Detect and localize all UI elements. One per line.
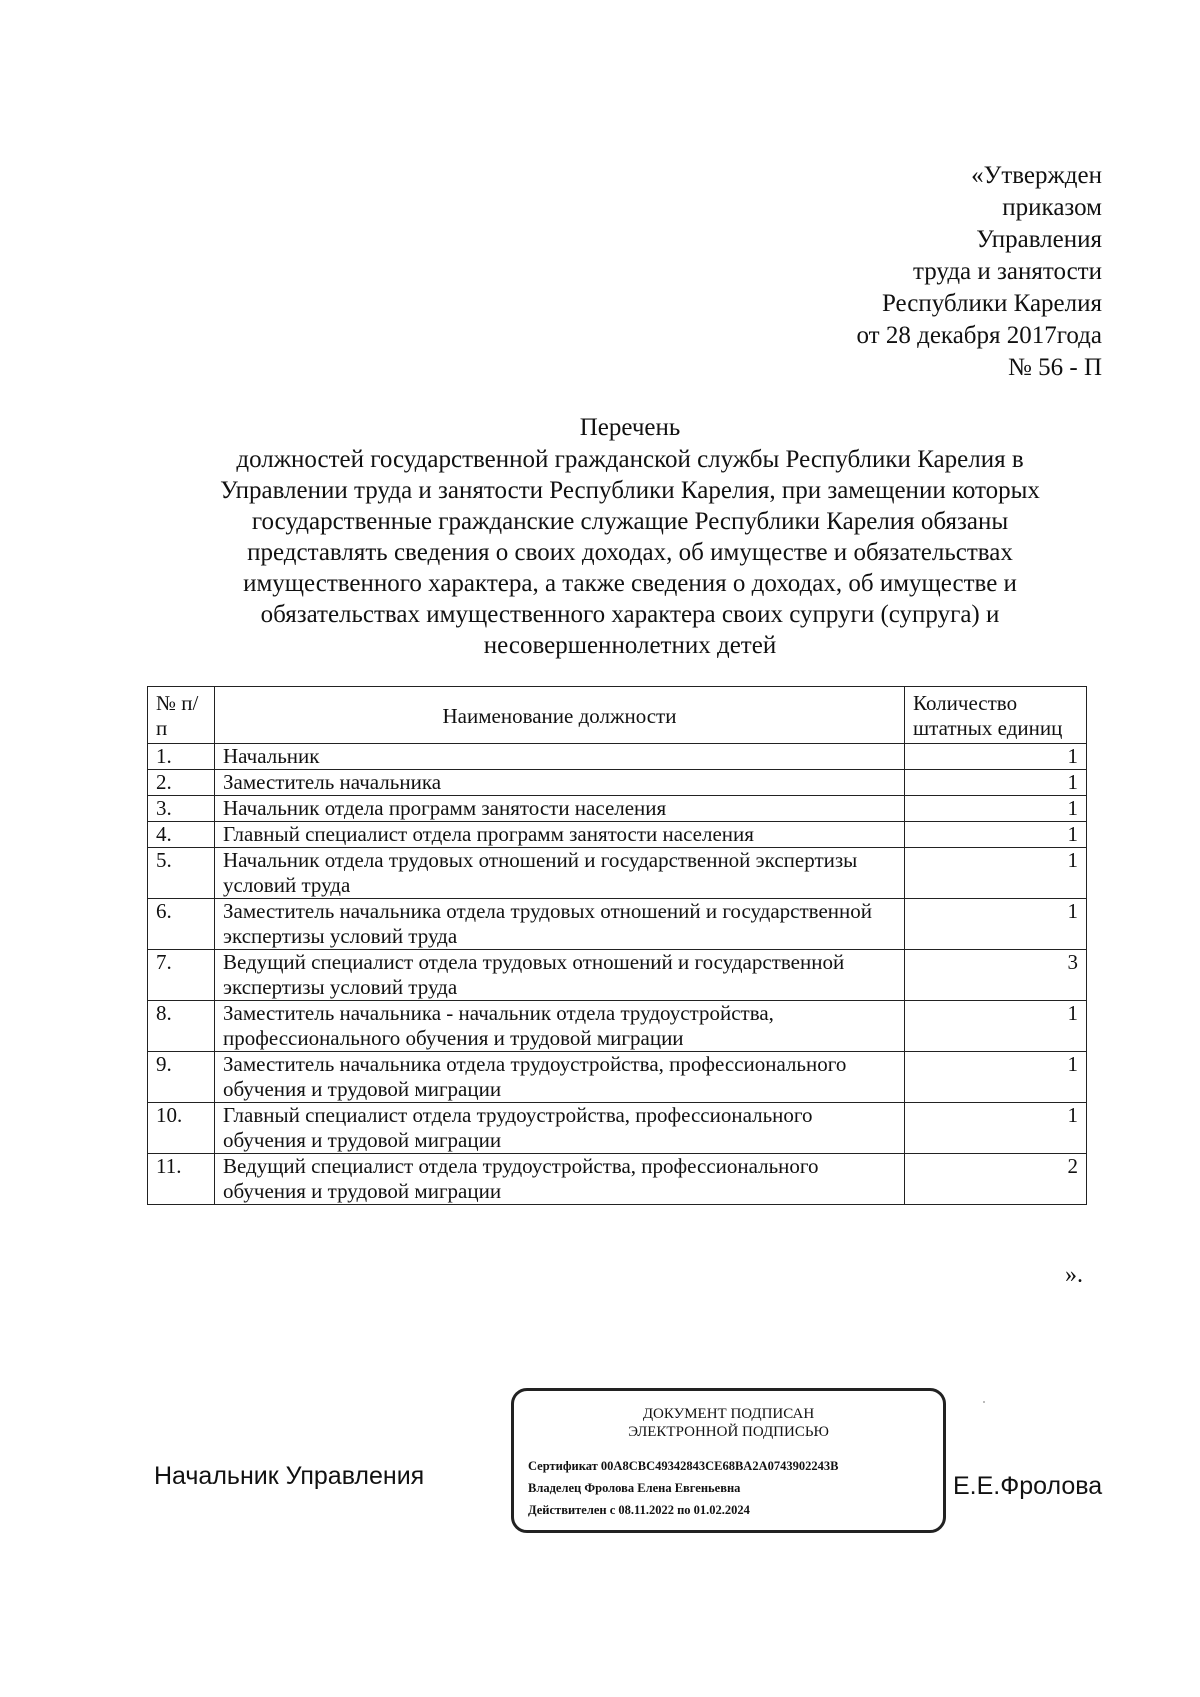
stamp-line2: ЭЛЕКТРОННОЙ ПОДПИСЬЮ [628, 1424, 829, 1440]
scan-speck [983, 1401, 985, 1403]
owner-value: Фролова Елена Евгеньевна [584, 1481, 741, 1495]
closing-quote: ». [1065, 1262, 1083, 1288]
table-row [148, 822, 1087, 848]
row-position-name: Ведущий специалист отдела трудоустройства, профессионального обучения и трудовой миграции [215, 1154, 905, 1205]
row-position-name: Главный специалист отдела программ занятости населения [215, 822, 905, 848]
row-quantity: 1 [905, 1052, 1087, 1103]
row-quantity: 1 [905, 1103, 1087, 1154]
row-position-name: Заместитель начальника - начальник отдела трудоустройства, профессионального обучения и трудовой миграции [215, 1001, 905, 1052]
stamp-certificate [528, 1455, 943, 1477]
row-num: 9. [148, 1052, 215, 1103]
row-position-name: Главный специалист отдела трудоустройства, профессионального обучения и трудовой миграции [215, 1103, 905, 1154]
document-title [160, 412, 1100, 661]
row-num: 8. [148, 1001, 215, 1052]
row-num: 6. [148, 899, 215, 950]
row-num: 4. [148, 822, 215, 848]
row-num: 10. [148, 1103, 215, 1154]
valid-to: 01.02.2024 [693, 1503, 750, 1517]
header-qty: Количество штатных единиц [905, 687, 1087, 744]
row-num: 1. [148, 744, 215, 770]
table-row [148, 796, 1087, 822]
row-position-name: Заместитель начальника отдела трудоустройства, профессионального обучения и трудовой миграции [215, 1052, 905, 1103]
table-row [148, 1052, 1087, 1103]
valid-to-label: по [677, 1503, 691, 1517]
row-position-name: Заместитель начальника отдела трудовых отношений и государственной экспертизы условий труда [215, 899, 905, 950]
row-num: 11. [148, 1154, 215, 1205]
owner-label: Владелец [528, 1481, 582, 1495]
approval-block [857, 160, 1102, 384]
row-quantity: 2 [905, 1154, 1087, 1205]
title-body: должностей государственной гражданской службы Республики Карелия в Управлении труда и занятости Республики Карелия, при замещении которых государственные гражданские служащие Республики Карелия обязаны представлять сведения о своих доходах, об имуществе и обязательствах имущественного характера, а также сведения о доходах, об имуществе и обязательствах имущественного характера своих супруги (супруга) и несовершеннолетних детей [220, 446, 1040, 659]
approval-line: приказом [1002, 194, 1102, 221]
stamp-owner [528, 1477, 943, 1499]
header-name: Наименование должности [215, 687, 905, 744]
table-body [148, 744, 1087, 1205]
valid-label: Действителен с [528, 1503, 616, 1517]
stamp-validity [528, 1499, 943, 1521]
approval-line: от 28 декабря 2017года [856, 322, 1102, 349]
row-num: 2. [148, 770, 215, 796]
approval-line: Республики Карелия [881, 290, 1102, 317]
approval-line: «Утвержден [971, 162, 1102, 189]
electronic-signature-stamp [511, 1388, 946, 1533]
row-position-name: Начальник отдела программ занятости населения [215, 796, 905, 822]
table-row [148, 848, 1087, 899]
row-quantity: 1 [905, 848, 1087, 899]
row-quantity: 1 [905, 899, 1087, 950]
row-quantity: 1 [905, 796, 1087, 822]
signer-title: Начальник Управления [154, 1462, 425, 1490]
table-header-row [148, 687, 1087, 744]
row-num: 5. [148, 848, 215, 899]
certificate-label: Сертификат [528, 1459, 598, 1473]
row-quantity: 1 [905, 770, 1087, 796]
stamp-header [514, 1405, 943, 1441]
row-position-name: Начальник [215, 744, 905, 770]
row-quantity: 1 [905, 744, 1087, 770]
signer-name: Е.Е.Фролова [953, 1472, 1103, 1500]
table-row [148, 1154, 1087, 1205]
header-num: № п/п [148, 687, 215, 744]
table-row [148, 1001, 1087, 1052]
approval-line: труда и занятости [913, 258, 1102, 285]
valid-from: 08.11.2022 [618, 1503, 674, 1517]
row-quantity: 3 [905, 950, 1087, 1001]
row-num: 7. [148, 950, 215, 1001]
positions-table [147, 686, 1087, 1205]
table-row [148, 770, 1087, 796]
table-row [148, 1103, 1087, 1154]
row-quantity: 1 [905, 1001, 1087, 1052]
row-num: 3. [148, 796, 215, 822]
stamp-details [528, 1455, 943, 1521]
approval-line: Управления [976, 226, 1102, 253]
approval-line: № 56 - П [1008, 354, 1102, 381]
table-row [148, 899, 1087, 950]
table-row [148, 744, 1087, 770]
row-position-name: Ведущий специалист отдела трудовых отношений и государственной экспертизы условий труда [215, 950, 905, 1001]
title-heading: Перечень [579, 414, 681, 441]
certificate-value: 00A8CBC49342843CE68BA2A0743902243B [600, 1459, 839, 1473]
row-quantity: 1 [905, 822, 1087, 848]
row-position-name: Заместитель начальника [215, 770, 905, 796]
stamp-line1: ДОКУМЕНТ ПОДПИСАН [642, 1406, 815, 1422]
table-row [148, 950, 1087, 1001]
row-position-name: Начальник отдела трудовых отношений и государственной экспертизы условий труда [215, 848, 905, 899]
